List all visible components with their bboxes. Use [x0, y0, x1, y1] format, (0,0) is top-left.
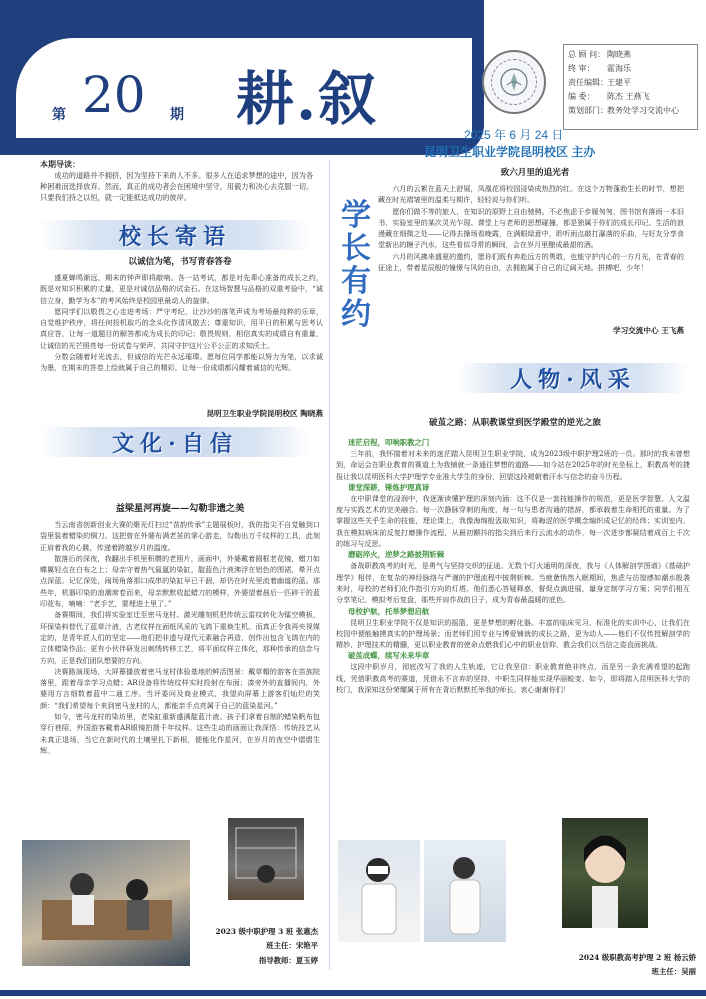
issue-suffix: 期 — [170, 107, 184, 123]
paragraph: 愿同学们以敬畏之心走进考场：严守考纪，让沙沙的落笔声成为考场最纯粹的乐章，自觉维护秩序，将任何投机取巧的念头化作清风散去；尊重知识，用平日的积累与思考认真应答，让每一道题目的解答都成为成长的印记；敬畏规则，相信真实的成绩自有重量，让诚信的光芒照亮每一份试卷与荣声，共同守护这片公平公正的求知沃土。 — [40, 306, 323, 350]
paragraph: 在中职课堂的浸润中，我逐渐读懂护理的深刻内涵：这不仅是一套技能操作的规范，更是医学智慧、人文温度与实践艺术的完美融合。每一次静脉穿刺的角度，每一句与患者沟通的措辞，都承载着生命相托的重量。为了掌握这些关乎生命的技能，理论课上，我像海绵般汲取知识，将晦涩的医学概念编织成记忆的经纬；实训室内，我在模拟病床前反复打磨操作流程，从最初颤抖的指尖到后来行云流水的动作，每一次进步都凝结着成百上千次的练习与反思。 — [336, 493, 690, 549]
paragraph: 备战职教高考的时光，是勇气与坚持交织的征途。无数个灯火通明的深夜，我与《人体解剖学图谱》《基础护理学》相伴，在复杂的神经脉络与严谨的护理流程中披荆斩棘。当疲惫悄然入眠期间，焦虑与彷徨感如潮水般袭来时，母校的老师们化作指引方向的灯塔。他们悉心答疑释惑，督促点滴进展，量身定制学习方案；同学们相互分享笔记、模拟考后复盘，那些并肩作战的日子，成为青春最温暖的底色。 — [336, 561, 690, 605]
issue-date: 2025 年 6 月 24 日 — [464, 128, 564, 142]
intro-label: 本期导读： — [40, 159, 80, 169]
study-signature: 学习交流中心 王飞燕 — [613, 326, 684, 335]
people-photo-nurse-1 — [338, 840, 420, 942]
intro-box — [40, 159, 320, 203]
staff-row: 终 审： 霍海乐 — [568, 64, 631, 73]
issue-prefix: 第 — [52, 107, 66, 123]
principal-signature: 昆明卫生职业学院昆明校区 陶晓燕 — [206, 409, 323, 418]
section-heading: 母校护航，托举梦想启航 — [348, 606, 430, 616]
principal-article — [40, 272, 323, 374]
section-heading: 磨砺淬火，逆梦之路披荆斩棘 — [348, 550, 445, 560]
people-banner: 人物·风采 — [458, 363, 688, 393]
culture-caption-student: 2023 级中职护理 3 班 张惠杰 — [215, 927, 318, 936]
culture-photo-loom — [228, 818, 304, 900]
culture-photo-workshop — [22, 840, 190, 966]
footer-bar — [0, 990, 706, 996]
section-heading: 破茧成蝶，续写未来华章 — [348, 651, 430, 661]
paragraph: 盛夏蝉鸣渐远，期末的钟声即将敲响。各一站考试，都是对先辈心准备的成长之约，既是对知识积累的丈量，更是对诚信品格的试金石。在这场智慧与品格的双重考验中，“诚信立身，勤学为本”的考风始终是校园里最动人的旋律。 — [40, 273, 323, 305]
paragraph: 散落后的深夜，我翻出手机里积攒的老照片，画面中，外婆戴着圆框老花镜，蜡刀如蝶翼轻点在白布之上；母亲守着热气氤氲的染缸，靛蓝色汁液沸浮在铝色的围裙，晕开点点深蓝。记忆深处，闹场角落那口成串的染缸早已干涸，却仍在时光里流着幽谧的蓝。那些年，机器印染的浪潮席卷而来，母亲默默收起蜡刀的模样，外婆望着晨后一匹碎干的蓝印花布，喃喃：“老手艺，要埋进土里了。” — [40, 553, 320, 609]
paragraph: 愿你们做不等的旅人，在知识的原野上自由驰骋。不必焦虑于步履匆匆，图书馆有落雨一本旧书、实验室里的某次灵光乍现、课堂上与老师的思想碰撞，都是独属于你们的成长印记。生活的浪漫藏在细微之处——记得去操场看晚霞，在满眼绿意中，聆听雨点敲打瀑落的乐曲，与好友分享食堂新出的糖子汽水，这些看似寻常的瞬间，会在岁月里酿成最甜的酒。 — [378, 206, 684, 250]
culture-article — [40, 519, 320, 756]
people-photo-nurse-2 — [424, 840, 506, 942]
culture-caption-teacher: 班主任：宋艳平 — [266, 941, 318, 950]
principal-subtitle: 以诚信为笔，书写青春答卷 — [128, 257, 232, 267]
newspaper-title: 耕.叙 — [236, 65, 379, 133]
logo-emblem-icon — [491, 59, 537, 105]
paragraph: 当云南省创新创业大赛的聚光灯扫过“苗韵传承”主题展板时，我的指尖不自觉触到口袋里装着蜡染的铜刀。这把曾在外婆布满老茧的掌心游走，勾勒出万千纹样的工具，此刻正肩着我的心跳，传递着跨越岁月的温度。 — [40, 520, 320, 552]
culture-subtitle: 益梁星河再旋——勾勒非遗之美 — [115, 503, 245, 514]
paragraph: 如今，密马龙村的染坊里，老染缸重新盛满靛蓝汁液。孩子们拿着自制的蜡染帆布包穿行巷陌，外国游客戴着AR眼镜拍摄千年纹样。这些生动的画面让我深悟：传统技艺从未真正退场，当它在新时代的土壤里扎下新根，便能化作星河，在岁月的夜空中熠熠生辉。 — [40, 712, 320, 755]
paragraph: 决赛路演现场，大屏幕播放着密马龙村体验基地的鲜活图景：戴草帽的游客在苗族院落里，跟着母亲学习点蜡；AR设备将传统纹样实时投射在布面；凑旁外的直播间内，外婆用方言细数着蓝中二通工序。当评委问及商业模式，我望向屏幕上游客们灿烂的笑颜：“我们希望每个来到密马龙村的人，都能亲手点亮属于自己的蓝染星河。” — [40, 666, 320, 710]
section-heading: 迷茫启程，叩响职教之门 — [348, 438, 430, 447]
people-subtitle: 破茧之路：从职教课堂到医学殿堂的逆光之旅 — [429, 418, 601, 428]
paragraph: 这段中职岁月，彻底改写了我的人生轨迹，它让我坚信：职业教育绝非终点，而是另一条充满希望的起跑线，凭借职教高考的赛道，凭借永不言弃的坚持，中职生同样能实现华丽蜕变。如今，即将踏入昆明医科大学的校门，我深知这份荣耀属于所有在背后默默托举我的师长。衷心谢谢你们！ — [336, 662, 690, 695]
staff-row: 策划部门： 教务处学习交流中心 — [568, 106, 679, 115]
study-subtitle: 致六月里的追光者 — [500, 168, 570, 178]
people-photo-portrait — [562, 818, 648, 928]
school-logo — [482, 50, 546, 114]
issue-number: 20 — [82, 66, 146, 124]
principal-banner: 校长寄语 — [40, 220, 310, 250]
culture-banner: 文化·自信 — [40, 427, 310, 457]
study-vertical-title: 学 长 有 约 — [341, 198, 371, 332]
people-caption-student: 2024 级职教高考护理 2 班 杨云娇 — [578, 953, 696, 962]
section-heading: 课堂深耕，锤炼护理真谛 — [348, 482, 430, 492]
paragraph: 昆明卫生职业学院不仅是知识的摇篮，更是梦想的孵化器。丰富的临床见习、标准化的实训中心，让我们在校园中便能触摸真实的护理场景；而老师们用专业与博爱铺就的成长之路，更为动人——他们不仅传授解剖学的精妙、护理技术的精髓，更以职业教育的使命点燃我们心中的职业信仰，教会我们以当信之姿直面挑战。 — [336, 617, 690, 650]
study-article — [378, 183, 684, 273]
paragraph: 备赛期间，我们将实验室迁至密马龙村。激光雕刻机把传统云雷纹转化为镭空模板，环保染料替代了蓝草汁液，古老纹样在面纸风采的飞鸽下重焕生机。而真正令我再央视媒定的，是青年匠人们的坚定——他们把非遗与现代元素融合再造，创作出包含飞鸽在内的立体蜡染作品；更有小伙伴研发出刺绣转移工艺，将平面纹样立体化，那种传承的信念与方向，正是我们团队想要的方向。 — [40, 610, 320, 665]
staff-box — [563, 44, 698, 130]
paragraph: 六月的风拂来盛夏的邀约，愿你们既有奔赴远方的勇敢，也能守护内心的一方月光，在青春的征途上，带着星辰般的憧憬与风的自由，去拥抱属于自己的辽阔天地。拼搏吧，少年！ — [378, 251, 684, 273]
paragraph: 三年前，我怀揣着对未来的迷茫踏入昆明卫生职业学院，成为2023级中职护理2班的一员。那时的我未曾想到，命运会在职业教育的赛道上为我铺就一条通往梦想的道路——如今站在2025年的时光坐标上，职教高考的捷报让我以昆明医科大学护理学专业准大学生的身份，回望这段褪朝着汗水与信念的奋斗历程。 — [336, 449, 690, 481]
culture-caption-advisor: 指导教师：夏玉婷 — [258, 956, 318, 965]
paragraph: 六月的云絮在蓝天上舒展，凤凰花将校园浸染成热烈的红。在这个万物蓬勃生长的时节，想把藏在时光褶皱里的温柔与期许，轻轻说与你们听。 — [378, 184, 684, 205]
intro-text: 成功的道路并不拥挤，因为坚持下来的人不多。很多人在追求梦想的途中，因为各种困难而选择放弃。然而，真正的成功者会在困境中坚守，用毅力和决心去克服一切。只要我们持之以恒，就一定能抵达成功的彼岸。 — [40, 171, 314, 202]
staff-row: 编 委： 陈杰 王燕飞 — [568, 92, 650, 101]
people-caption-teacher: 班主任：吴丽 — [651, 967, 696, 976]
staff-row: 责任编辑： 王建平 — [568, 78, 631, 87]
paragraph: 分数会随着时光流去，但诚信的光芒永远璀璨。愿每位同学都能以努力为笔，以求诚为墨，在期末的答卷上绘就属于自己的精彩，让每一份成绩都闪耀着诚信的光辉。 — [40, 352, 323, 373]
column-divider — [329, 160, 330, 970]
staff-row: 总 顾 问： 陶晓燕 — [568, 50, 631, 59]
people-article — [336, 437, 690, 695]
publisher: 昆明卫生职业学院昆明校区 主办 — [424, 145, 596, 159]
